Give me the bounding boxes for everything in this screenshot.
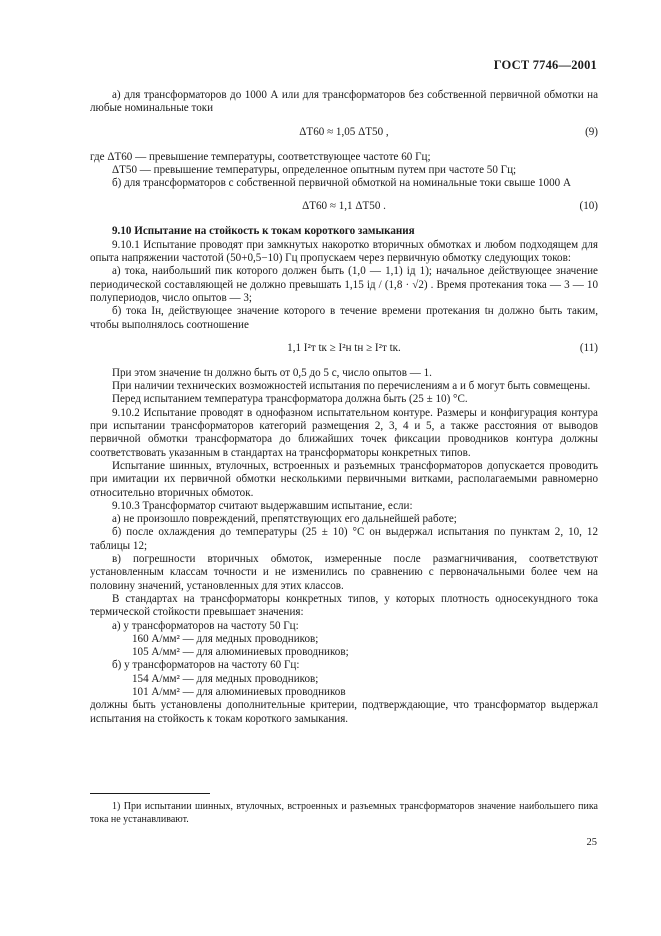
formula-text: ΔT60 ≈ 1,05 ΔT50 ,: [299, 125, 389, 138]
paragraph: а) для трансформаторов до 1000 А или для трансформаторов без собственной первичной обмотки на любые номинальные токи: [90, 89, 598, 115]
paragraph: Перед испытанием температура трансформатора должна быть (25 ± 10) °С.: [112, 393, 468, 406]
paragraph: При наличии технических возможностей испытания по перечислениям а и б могут быть совмещены.: [112, 380, 591, 393]
formula-11: [90, 342, 598, 356]
footnote-divider: [90, 793, 210, 794]
paragraph: При этом значение tн должно быть от 0,5 до 5 с, число опытов — 1.: [112, 366, 432, 379]
paragraph: В стандартах на трансформаторы конкретных типов, у которых плотность односекундного тока термической стойкости превышает значения:: [90, 592, 598, 619]
list-item: 105 А/мм² — для алюминиевых проводников;: [132, 646, 349, 659]
paragraph: должны быть установлены дополнительные критерии, подтверждающие, что трансформатор выдержал испытания на стойкость к токам короткого замыкания.: [90, 699, 598, 725]
paragraph: 9.10.2 Испытание проводят в однофазном испытательном контуре. Размеры и конфигурация контура при испытании трансформаторов категорий размещения 2, 3, 4 и 5, а также расстояния от выводов первичной обмотки трансформатора до ближайших точек фиксации проводников контура должны соответствовать указанным в стандартах на трансформаторы конкретных типов.: [90, 406, 598, 459]
list-item: 101 А/мм² — для алюминиевых проводников: [132, 685, 346, 698]
paragraph: 9.10.3 Трансформатор считают выдержавшим испытание, если:: [112, 499, 413, 512]
list-item: б) после охлаждения до температуры (25 ± 10) °С он выдержал испытания по пунктам 2, 10, 12 таблицы 12;: [90, 526, 598, 552]
formula-number: (9): [585, 125, 598, 138]
list-item: 160 А/мм² — для медных проводников;: [132, 632, 319, 645]
formula-text: 1,1 I²т tк ≥ I²н tн ≥ I²т tк.: [287, 341, 401, 354]
page-number: 25: [586, 837, 597, 848]
paragraph: 9.10.1 Испытание проводят при замкнутых накоротко вторичных обмотках и любом подходящем для опыта напряжении частотой (50+0,5−10) Гц пропускаем через первичную обмотку следующих токов:: [90, 238, 598, 265]
formula-number: (10): [579, 200, 598, 213]
footnote: 1) При испытании шинных, втулочных, встроенных и разъемных трансформаторов значение наибольшего пика тока не устанавливают.: [90, 801, 598, 825]
list-item: а) у трансформаторов на частоту 50 Гц:: [112, 619, 299, 632]
standard-header: ГОСТ 7746—2001: [493, 58, 597, 72]
formula-number: (11): [579, 341, 598, 354]
list-item: б) у трансформаторов на частоту 60 Гц:: [112, 659, 300, 672]
body-text: [90, 89, 598, 726]
paragraph: б) тока Iн, действующее значение которого в течение времени протекания tн должно быть таким, чтобы выполнялось соотношение: [90, 305, 598, 331]
paragraph: а) тока, наибольший пик которого должен быть (1,0 — 1,1) iд 1); начальное действующее значение периодической составляющей не должно превышать 1,15 iд / (1,8 · √2) . Время протекания тока — 3 — 10 полупериодов, число опытов — 3;: [90, 265, 598, 304]
formula-text: ΔT60 ≈ 1,1 ΔT50 .: [302, 200, 386, 213]
section-title: 9.10 Испытание на стойкость к токам короткого замыкания: [112, 225, 415, 238]
list-item: а) не произошло повреждений, препятствующих его дальнейшей работе;: [112, 513, 457, 526]
formula-10: [90, 200, 598, 214]
paragraph: Испытание шинных, втулочных, встроенных и разъемных трансформаторов допускается проводить при имитации их первичной обмотки несколькими первичными витками, располагаемыми равномерно относительно вторичных обмоток.: [90, 459, 598, 499]
paragraph: ΔT50 — превышение температуры, определенное опытным путем при частоте 50 Гц;: [112, 163, 517, 176]
list-item: в) погрешности вторичных обмоток, измеренные после размагничивания, соответствуют установленным классам точности и не изменились по сравнению с первоначальными более чем на половину значений, установленных для этих классов.: [90, 553, 598, 592]
formula-9: [90, 126, 598, 140]
list-item: 154 А/мм² — для медных проводников;: [132, 672, 319, 685]
paragraph: б) для трансформаторов с собственной первичной обмоткой на номинальные токи свыше 1000 А: [112, 177, 571, 190]
paragraph: где ΔT60 — превышение температуры, соответствующее частоте 60 Гц;: [90, 150, 431, 163]
